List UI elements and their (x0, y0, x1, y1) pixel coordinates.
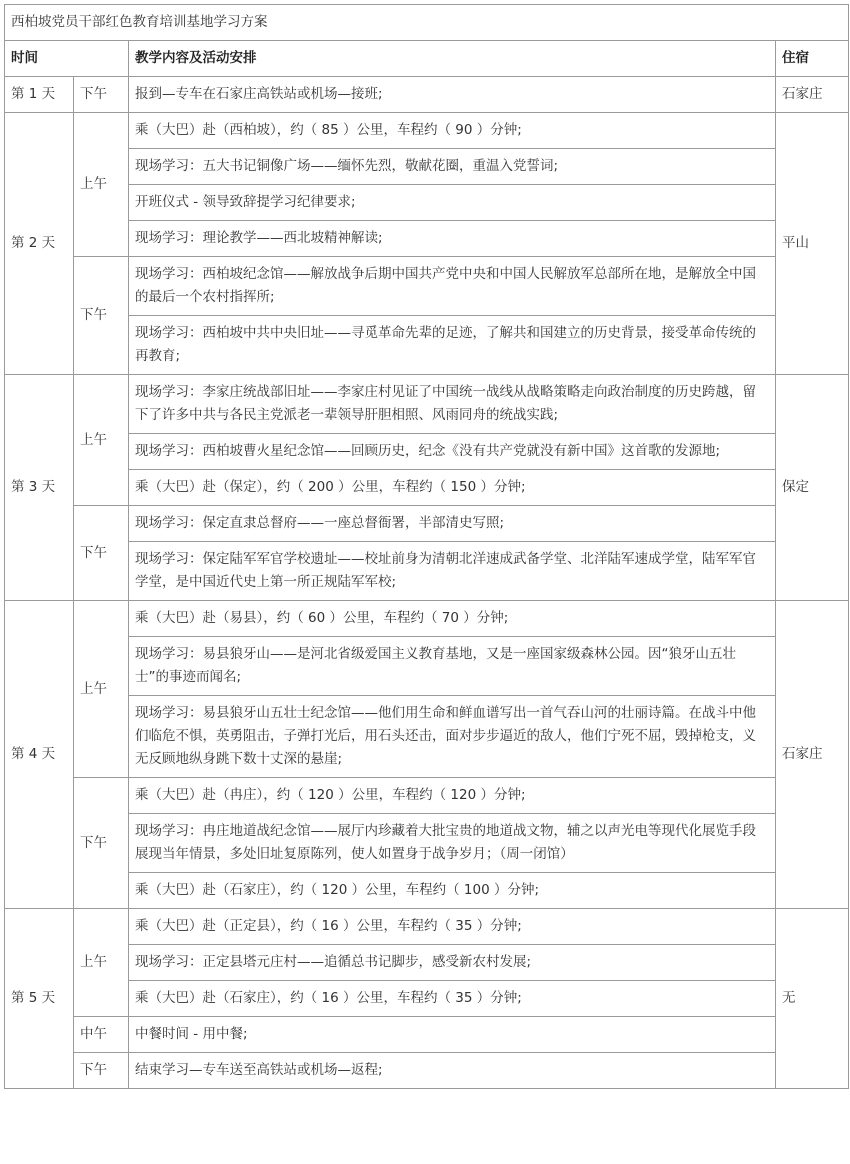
activity-cell: 现场学习：易县狼牙山五壮士纪念馆——他们用生命和鲜血谱写出一首气吞山河的壮丽诗篇。在战斗中他们临危不惧，英勇阻击，子弹打光后，用石头还击，面对步步逼近的敌人，他们宁死不屈，毁掉枪支，义无反顾地纵身跳下数十丈深的悬崖; (129, 696, 776, 778)
activity-cell: 乘（大巴）赴（石家庄），约（ 120 ）公里，车程约（ 100 ）分钟; (129, 873, 776, 909)
activity-cell: 乘（大巴）赴（石家庄），约（ 16 ）公里，车程约（ 35 ）分钟; (129, 981, 776, 1017)
period-label: 上午 (74, 909, 129, 1017)
day-label: 第 1 天 (5, 77, 74, 113)
header-content: 教学内容及活动安排 (129, 41, 776, 77)
header-lodging: 住宿 (776, 41, 849, 77)
period-label: 中午 (74, 1017, 129, 1053)
day-label: 第 2 天 (5, 113, 74, 375)
activity-cell: 现场学习：李家庄统战部旧址——李家庄村见证了中国统一战线从战略策略走向政治制度的历史跨越，留下了许多中共与各民主党派老一辈领导肝胆相照、风雨同舟的统战实践; (129, 375, 776, 434)
activity-cell: 乘（大巴）赴（正定县），约（ 16 ）公里，车程约（ 35 ）分钟; (129, 909, 776, 945)
header-time: 时间 (5, 41, 129, 77)
lodging-cell: 石家庄 (776, 601, 849, 909)
table-row (5, 945, 849, 981)
activity-cell: 结束学习—专车送至高铁站或机场—返程; (129, 1053, 776, 1089)
table-row (5, 77, 849, 113)
title-row (5, 5, 849, 41)
header-row (5, 41, 849, 77)
table-row (5, 873, 849, 909)
table-row (5, 316, 849, 375)
activity-cell: 现场学习：保定直隶总督府——一座总督衙署，半部清史写照; (129, 506, 776, 542)
table-row (5, 185, 849, 221)
activity-cell: 现场学习：五大书记铜像广场——缅怀先烈，敬献花圈，重温入党誓词; (129, 149, 776, 185)
table-row (5, 470, 849, 506)
table-row (5, 149, 849, 185)
activity-cell: 开班仪式 - 领导致辞提学习纪律要求; (129, 185, 776, 221)
activity-cell: 现场学习：易县狼牙山——是河北省级爱国主义教育基地，又是一座国家级森林公园。因“狼牙山五壮士”的事迹而闻名; (129, 637, 776, 696)
period-label: 下午 (74, 1053, 129, 1089)
table-row (5, 696, 849, 778)
table-row (5, 542, 849, 601)
activity-cell: 乘（大巴）赴（冉庄），约（ 120 ）公里，车程约（ 120 ）分钟; (129, 778, 776, 814)
table-row (5, 814, 849, 873)
period-label: 上午 (74, 113, 129, 257)
period-label: 下午 (74, 77, 129, 113)
table-row (5, 981, 849, 1017)
table-row (5, 434, 849, 470)
period-label: 下午 (74, 257, 129, 375)
lodging-cell: 保定 (776, 375, 849, 601)
period-label: 上午 (74, 601, 129, 778)
table-title: 西柏坡党员干部红色教育培训基地学习方案 (5, 5, 849, 41)
table-row (5, 375, 849, 434)
period-label: 下午 (74, 506, 129, 601)
table-row (5, 221, 849, 257)
day-label: 第 3 天 (5, 375, 74, 601)
table-row (5, 257, 849, 316)
activity-cell: 现场学习：西柏坡中共中央旧址——寻觅革命先辈的足迹，了解共和国建立的历史背景，接受革命传统的再教育; (129, 316, 776, 375)
activity-cell: 中餐时间 - 用中餐; (129, 1017, 776, 1053)
table-row (5, 637, 849, 696)
day-label: 第 4 天 (5, 601, 74, 909)
activity-cell: 现场学习：西柏坡纪念馆——解放战争后期中国共产党中央和中国人民解放军总部所在地，是解放全中国的最后一个农村指挥所; (129, 257, 776, 316)
activity-cell: 乘（大巴）赴（西柏坡），约（ 85 ）公里，车程约（ 90 ）分钟; (129, 113, 776, 149)
activity-cell: 乘（大巴）赴（易县），约（ 60 ）公里，车程约（ 70 ）分钟; (129, 601, 776, 637)
activity-cell: 报到—专车在石家庄高铁站或机场—接班; (129, 77, 776, 113)
lodging-cell: 石家庄 (776, 77, 849, 113)
period-label: 上午 (74, 375, 129, 506)
schedule-table (4, 4, 849, 1089)
activity-cell: 现场学习：正定县塔元庄村——追循总书记脚步，感受新农村发展; (129, 945, 776, 981)
table-row (5, 1017, 849, 1053)
activity-cell: 现场学习：西柏坡曹火星纪念馆——回顾历史，纪念《没有共产党就没有新中国》这首歌的发源地; (129, 434, 776, 470)
table-row (5, 506, 849, 542)
table-row (5, 1053, 849, 1089)
table-row (5, 601, 849, 637)
table-row (5, 113, 849, 149)
activity-cell: 现场学习：保定陆军军官学校遗址——校址前身为清朝北洋速成武备学堂、北洋陆军速成学堂，陆军军官学堂，是中国近代史上第一所正规陆军军校; (129, 542, 776, 601)
activity-cell: 现场学习：冉庄地道战纪念馆——展厅内珍藏着大批宝贵的地道战文物，辅之以声光电等现代化展览手段展现当年情景，多处旧址复原陈列，使人如置身于战争岁月；（周一闭馆） (129, 814, 776, 873)
table-row (5, 778, 849, 814)
activity-cell: 现场学习：理论教学——西北坡精神解读; (129, 221, 776, 257)
activity-cell: 乘（大巴）赴（保定），约（ 200 ）公里，车程约（ 150 ）分钟; (129, 470, 776, 506)
lodging-cell: 无 (776, 909, 849, 1089)
lodging-cell: 平山 (776, 113, 849, 375)
day-label: 第 5 天 (5, 909, 74, 1089)
period-label: 下午 (74, 778, 129, 909)
table-row (5, 909, 849, 945)
